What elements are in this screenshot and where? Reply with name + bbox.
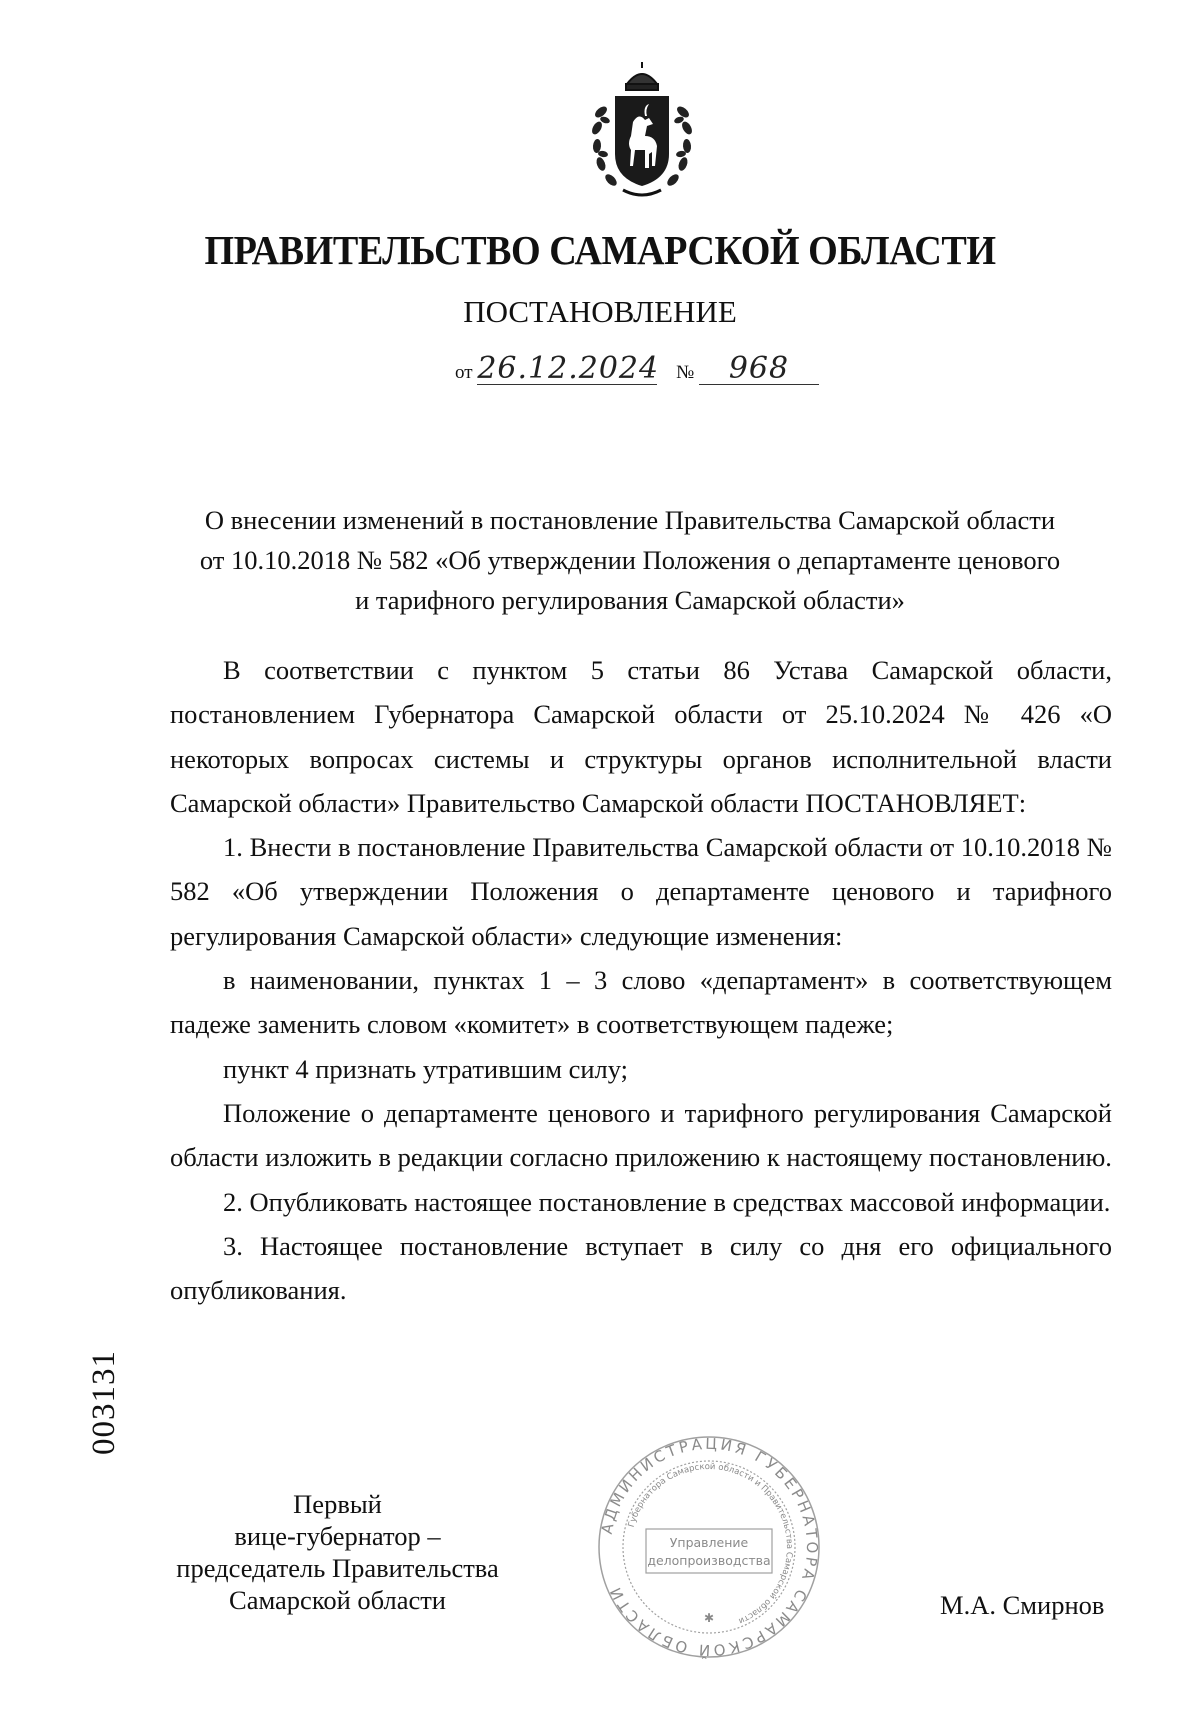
date-number-line (455, 351, 819, 386)
body-paragraph: в наименовании, пунктах 1 – 3 слово «департамент» в соответствующем падеже заменить словом «комитет» в соответствующем падеже; (170, 965, 1112, 1040)
coat-of-arms-emblem (583, 62, 701, 202)
stamp-outer-text: АДМИНИСТРАЦИЯ ГУБЕРНАТОРА САМАРСКОЙ ОБЛАСТИ (597, 1434, 822, 1660)
official-stamp (596, 1434, 822, 1660)
position-line: председатель Правительства (176, 1553, 499, 1583)
body-paragraph: 2. Опубликовать настоящее постановление в средствах массовой информации. (223, 1186, 1111, 1217)
document-subject (150, 500, 1110, 620)
position-line: вице-губернатор – (234, 1521, 441, 1551)
serial-number: 003131 (86, 1350, 122, 1455)
stamp-inner-text: Губернатора Самарской области и Правительства Самарской области (626, 1461, 795, 1626)
government-title: ПРАВИТЕЛЬСТВО САМАРСКОЙ ОБЛАСТИ (204, 227, 996, 273)
subject-line: О внесении изменений в постановление Правительства Самарской области (204, 505, 1056, 535)
body-paragraph: 1. Внести в постановление Правительства Самарской области от 10.10.2018 № 582 «Об утверждении Положения о департаменте ценового и тарифного регулирования Самарской области» следующие изменения: (170, 832, 1112, 951)
body-paragraph: пункт 4 признать утратившим силу; (223, 1053, 629, 1084)
document-body (170, 648, 1112, 1312)
body-paragraph: В соответствии с пунктом 5 статьи 86 Устава Самарской области, постановлением Губернатора Самарской области от 25.10.2024 № 426 «О некоторых вопросах системы и структуры органов исполнительной власти Самарской области» Правительство Самарской области ПОСТАНОВЛЯЕТ: (170, 655, 1112, 818)
number-prefix: № (676, 362, 695, 383)
document-type: ПОСТАНОВЛЕНИЕ (463, 294, 737, 329)
position-line: Первый (293, 1489, 382, 1519)
stamp-center-line: делопроизводства (647, 1553, 771, 1568)
handwritten-number: 968 (699, 354, 819, 385)
handwritten-date: 26.12.2024 (477, 351, 660, 386)
signatory-name: М.А. Смирнов (940, 1590, 1105, 1620)
stamp-center-line: Управление (669, 1535, 749, 1550)
stamp-star-icon: ✱ (703, 1611, 715, 1625)
body-paragraph: Положение о департаменте ценового и тарифного регулирования Самарской области изложить в редакции согласно приложению к настоящему постановлению. (170, 1097, 1112, 1173)
subject-line: от 10.10.2018 № 582 «Об утверждении Положения о департаменте ценового (199, 545, 1061, 575)
position-line: Самарской области (229, 1585, 446, 1615)
signatory-position (170, 1488, 505, 1616)
date-prefix: от (455, 362, 473, 383)
subject-line: и тарифного регулирования Самарской области» (355, 585, 905, 615)
body-paragraph: 3. Настоящее постановление вступает в силу со дня его официального опубликования. (170, 1230, 1112, 1306)
